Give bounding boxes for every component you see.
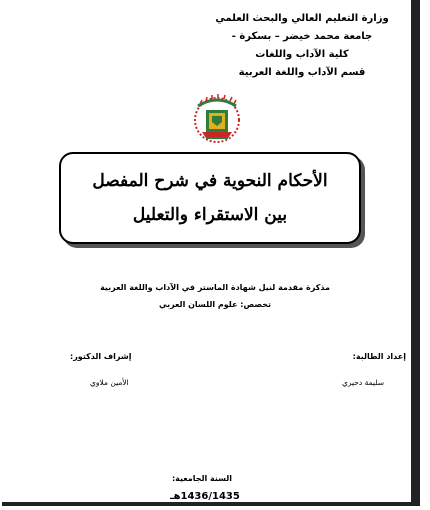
faculty-name: كلية الآداب واللغات: [255, 49, 349, 60]
institution-header: [202, 10, 402, 82]
student-label: إعداد الطالبة:: [352, 352, 406, 361]
academic-year-value: 1436/1435هـ: [170, 491, 240, 502]
university-name: جامعة محمد خيضر – بسكرة -: [231, 31, 373, 42]
academic-year-label: السنة الجامعية:: [171, 474, 233, 483]
cover-page: [10, 0, 420, 505]
thesis-title-box: [59, 152, 361, 244]
department-name: قسم الآداب واللغة العربية: [238, 67, 366, 78]
student-name: سليمة دحيري: [341, 378, 384, 387]
memo-purpose: مذكرة مقدمة لنيل شهادة الماستر في الآداب واللغة العربية: [100, 283, 330, 292]
memo-description: [70, 279, 360, 313]
thesis-title-line-2: بين الاستقراء والتعليل: [132, 205, 288, 225]
supervisor-label: إشراف الدكتور:: [70, 352, 132, 361]
ministry-name: وزارة التعليم العالي والبحث العلمي: [215, 13, 389, 24]
memo-specialty: تخصص: علوم اللسان العربي: [158, 300, 272, 309]
university-emblem-icon: [188, 92, 246, 144]
supervisor-name: الأمين ملاوي: [90, 378, 129, 387]
thesis-title-line-1: الأحكام النحوية في شرح المفصل: [92, 171, 328, 191]
